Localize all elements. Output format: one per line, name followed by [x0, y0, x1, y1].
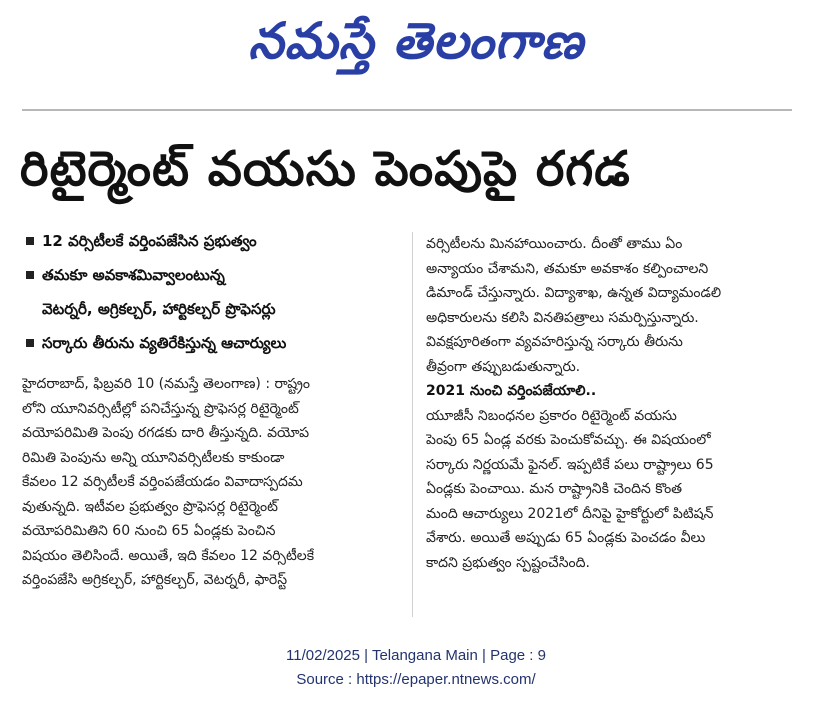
body-line: యూజీసీ నిబంధనల ప్రకారం రిటైర్మెంట్ వయసు	[426, 407, 677, 424]
edition-info: 11/02/2025 | Telangana Main | Page : 9	[286, 647, 546, 664]
bullet-text: తమకూ అవకాశమివ్వాలంటున్న	[42, 266, 225, 284]
body-line: పెంపు 65 ఏండ్ల వరకు పెంచుకోవచ్చు. ఈ విషయంలో	[426, 432, 711, 448]
square-bullet-icon	[26, 339, 34, 347]
bullet-item	[22, 224, 402, 258]
article-left-column	[22, 372, 400, 593]
bullet-text: 12 వర్సిటీలకే వర్తింపజేసిన ప్రభుత్వం	[42, 232, 257, 250]
body-line: వర్తింపజేసి అగ్రికల్చర్, హార్టికల్చర్, వెటర్నరీ, ఫారెస్ట్	[22, 572, 288, 588]
body-line: తీవ్రంగా తప్పుబడుతున్నారు.	[426, 358, 581, 375]
body-line: రిమితి పెంపును అన్ని యూనివర్సిటీలకు కాకుండా	[22, 449, 285, 466]
body-line: ఏండ్లకు పెంచాయి. మన రాష్ట్రానికి చెందిన కొంత	[426, 481, 683, 497]
body-line: డిమాండ్ చేస్తున్నారు. విద్యాశాఖ, ఉన్నత విద్యామండలి	[426, 285, 722, 301]
body-line: సర్కారు నిర్ణయమే ఫైనల్. ఇప్పటికే పలు రాష్ట్రాలు 65	[426, 456, 714, 473]
body-line: వర్సిటీలను మినహాయించారు. దీంతో తాము ఏం	[426, 236, 683, 252]
body-line: వుతున్నది. ఇటీవల ప్రభుత్వం ప్రొఫెసర్ల రిటైర్మెంట్	[22, 498, 278, 515]
body-line: విషయం తెలిసిందే. అయితే, ఇది కేవలం 12 వర్సిటీలకే	[22, 547, 315, 564]
body-line: కాదని ప్రభుత్వం స్పష్టంచేసింది.	[426, 554, 590, 571]
bullet-text: సర్కారు తీరును వ్యతిరేకిస్తున్న ఆచార్యులు	[42, 334, 287, 352]
masthead-logo: నమస్తే తెలంగాణ	[248, 12, 584, 70]
source-link[interactable]: Source : https://epaper.ntnews.com/	[296, 671, 536, 688]
bullet-item	[22, 326, 402, 360]
body-line: అన్యాయం చేశామని, తమకూ అవకాశం కల్పించాలని	[426, 260, 709, 277]
body-line: వయోపరిమితి పెంపు రగడకు దారి తీస్తున్నది. వయోప	[22, 425, 310, 441]
body-line: కేవలం 12 వర్సిటీలకే వర్తింపజేయడం వివాదాస్పదమ	[22, 474, 303, 490]
section-subheading: 2021 నుంచి వర్తింపజేయాలి..	[426, 383, 597, 399]
square-bullet-icon	[26, 237, 34, 245]
body-line: వేశారు. అయితే అప్పుడు 65 ఏండ్లకు పెంచడం వీలు	[426, 530, 706, 546]
square-bullet-icon	[26, 271, 34, 279]
bullet-text: వెటర్నరీ, అగ్రికల్చర్, హార్టికల్చర్ ప్రొఫెసర్లు	[42, 300, 276, 318]
bullet-item	[22, 258, 402, 292]
masthead-divider	[22, 109, 792, 111]
column-divider	[412, 232, 413, 617]
article-headline: రిటైర్మెంట్ వయసు పెంపుపై రగడ	[20, 141, 631, 197]
bullet-continuation	[22, 292, 402, 326]
article-right-column	[426, 232, 776, 575]
body-line: వివక్షపూరితంగా వ్యవహరిస్తున్న సర్కారు తీరును	[426, 334, 683, 350]
body-line: హైదరాబాద్, ఫిబ్రవరి 10 (నమస్తే తెలంగాణ) : రాష్ట్రం	[22, 376, 310, 392]
body-line: లోని యూనివర్సిటీల్లో పనిచేస్తున్న ప్రొఫెసర్ల రిటైర్మెంట్	[22, 400, 299, 417]
body-line: అధికారులను కలిసి వినతిపత్రాలు సమర్పిస్తున్నారు.	[426, 309, 699, 326]
body-line: మంది ఆచార్యులు 2021లో దీనిపై హైకోర్టులో పిటిషన్	[426, 505, 714, 522]
body-line: వయోపరిమితిని 60 నుంచి 65 ఏండ్లకు పెంచిన	[22, 523, 276, 539]
highlight-bullets	[22, 224, 402, 360]
